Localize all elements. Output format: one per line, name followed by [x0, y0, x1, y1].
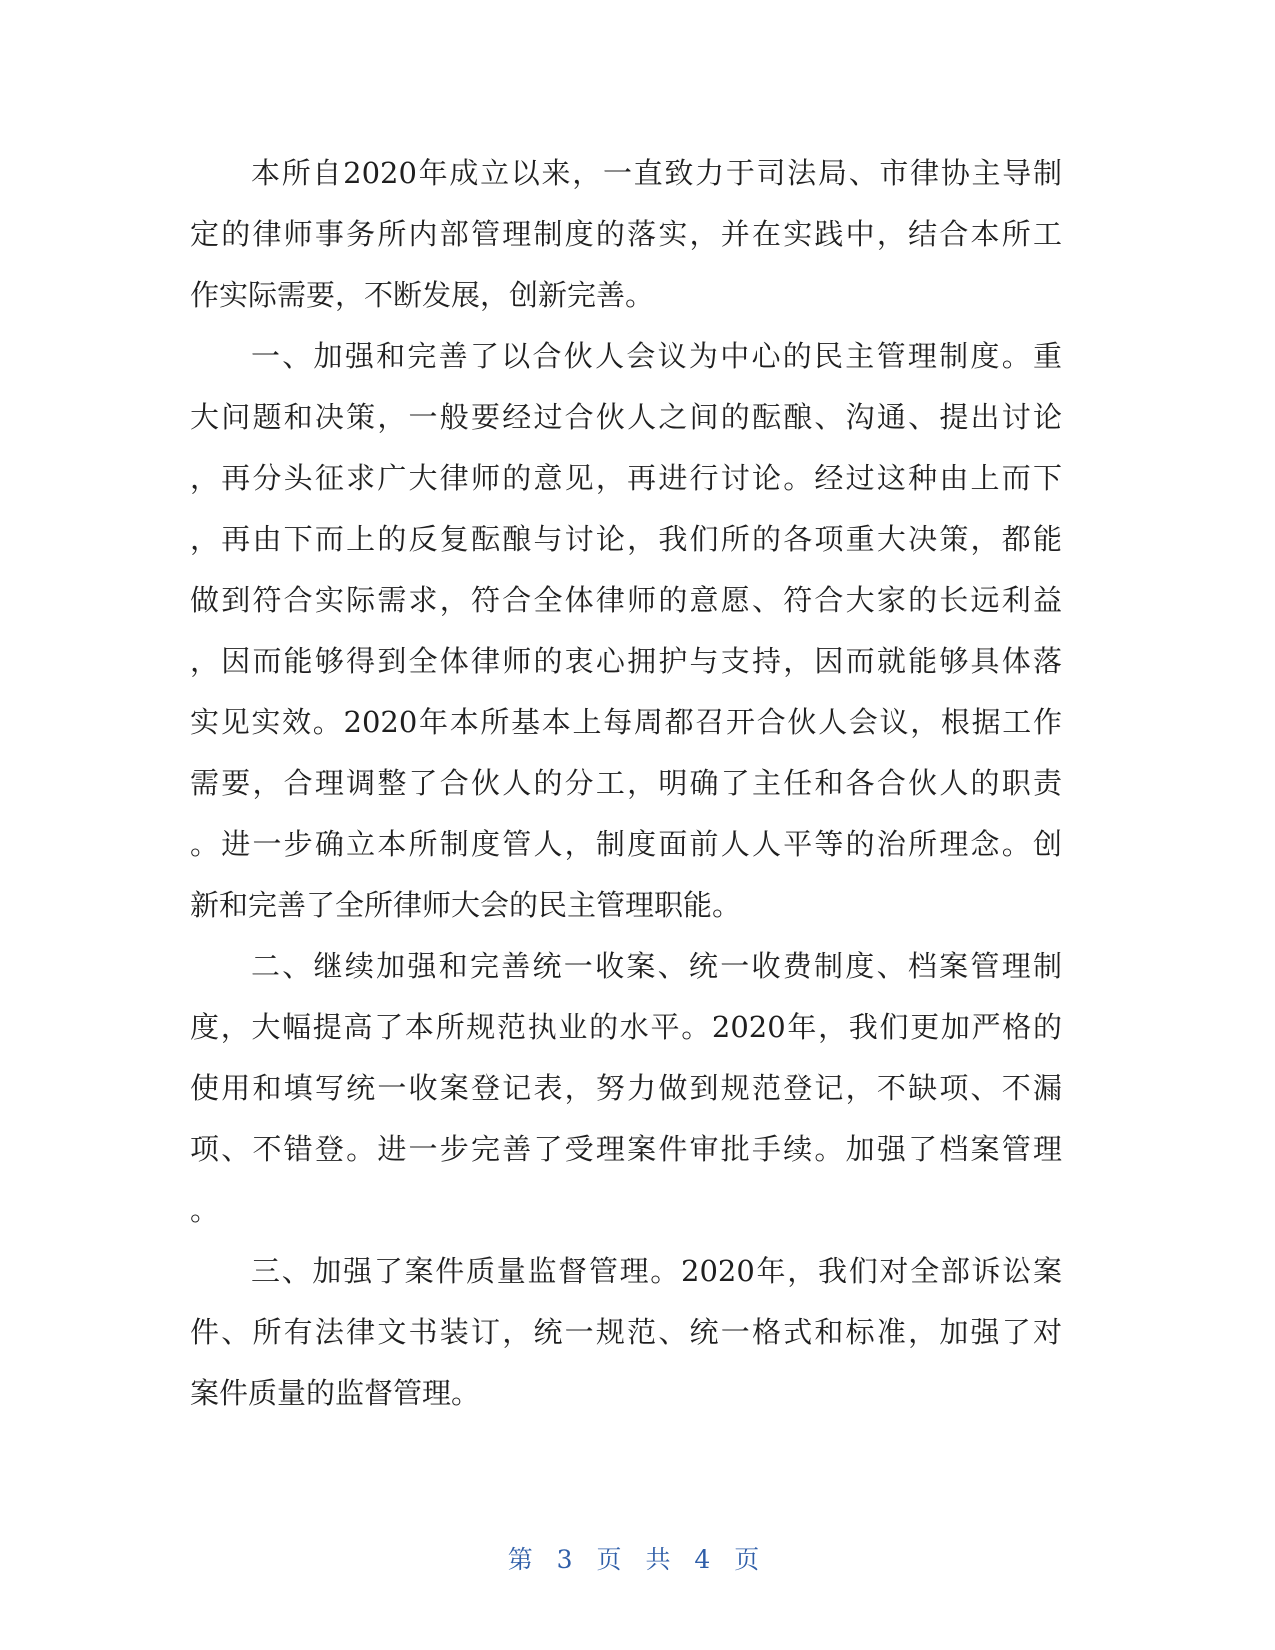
paragraph-4 [190, 1241, 1062, 1424]
paragraph-line: 本所自2020年成立以来，一直致力于司法局、市律协主导制 [251, 156, 1062, 190]
paragraph-2 [190, 326, 1062, 936]
paragraph-line: ，因而能够得到全体律师的衷心拥护与支持，因而就能够具体落 [190, 644, 1062, 678]
paragraph-line: 作实际需要，不断发展，创新完善。 [190, 278, 655, 312]
paragraph-line: 做到符合实际需求，符合全体律师的意愿、符合大家的长远利益 [190, 583, 1062, 617]
paragraph-line: 三、加强了案件质量监督管理。2020年，我们对全部诉讼案 [251, 1254, 1062, 1288]
paragraph-line: 。 [190, 1193, 220, 1227]
paragraph-line: 大问题和决策，一般要经过合伙人之间的酝酿、沟通、提出讨论 [190, 400, 1062, 434]
paragraph-line: 案件质量的监督管理。 [190, 1376, 481, 1410]
page-number-footer: 第 3 页 共 4 页 [507, 1545, 768, 1574]
paragraph-line: 件、所有法律文书装订，统一规范、统一格式和标准，加强了对 [190, 1315, 1062, 1349]
paragraph-line: 实见实效。2020年本所基本上每周都召开合伙人会议，根据工作 [190, 705, 1062, 739]
paragraph-line: ，再由下而上的反复酝酿与讨论，我们所的各项重大决策，都能 [190, 522, 1062, 556]
paragraph-line: 定的律师事务所内部管理制度的落实，并在实践中，结合本所工 [190, 217, 1062, 251]
paragraph-line: 一、加强和完善了以合伙人会议为中心的民主管理制度。重 [251, 339, 1062, 373]
paragraph-1 [190, 143, 1062, 326]
paragraph-line: 需要，合理调整了合伙人的分工，明确了主任和各合伙人的职责 [190, 766, 1062, 800]
paragraph-line: 二、继续加强和完善统一收案、统一收费制度、档案管理制 [251, 949, 1062, 983]
paragraph-line: ，再分头征求广大律师的意见，再进行讨论。经过这种由上而下 [190, 461, 1062, 495]
paragraph-3 [190, 936, 1062, 1241]
paragraph-line: 使用和填写统一收案登记表，努力做到规范登记，不缺项、不漏 [190, 1071, 1062, 1105]
document-body [190, 143, 1062, 1424]
paragraph-line: 新和完善了全所律师大会的民主管理职能。 [190, 888, 742, 922]
paragraph-line: 度，大幅提高了本所规范执业的水平。2020年，我们更加严格的 [190, 1010, 1062, 1044]
paragraph-line: 项、不错登。进一步完善了受理案件审批手续。加强了档案管理 [190, 1132, 1062, 1166]
paragraph-line: 。进一步确立本所制度管人，制度面前人人平等的治所理念。创 [190, 827, 1062, 861]
